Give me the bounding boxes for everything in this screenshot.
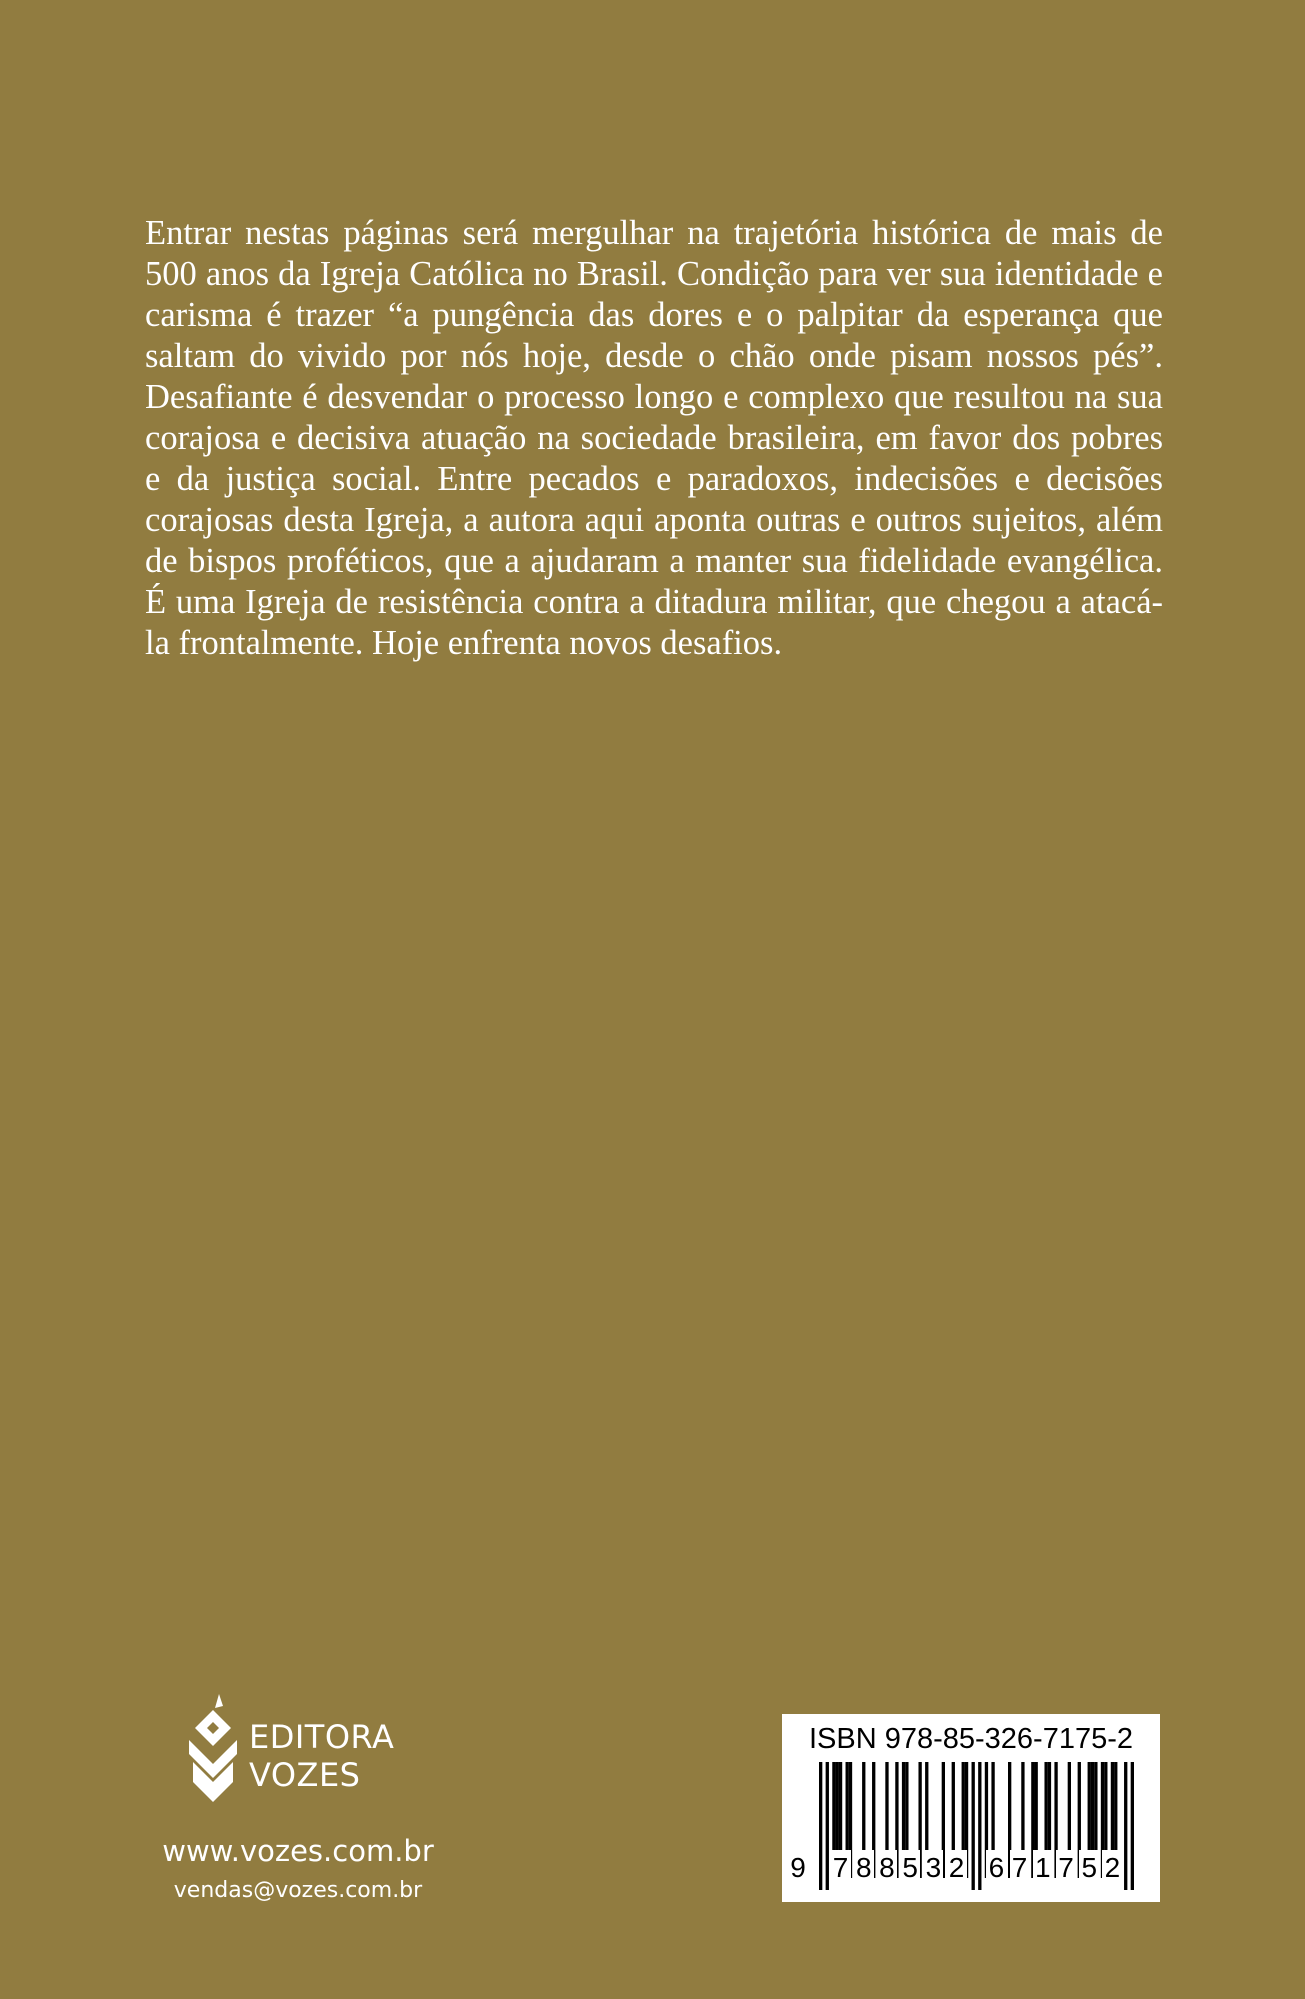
- publisher-logo: [185, 1692, 415, 1807]
- publisher-name-line1: EDITORA: [249, 1718, 395, 1756]
- back-cover-blurb: Entrar nestas páginas será mergulhar na trajetória histórica de mais de 500 anos da Igreja Católica no Brasil. Condição para ver sua identidade e carisma é trazer “a pungência das dores e o palpitar da esperança que saltam do vivido por nós hoje, desde o chão onde pisam nossos pés”. Desafiante é desvendar o processo longo e complexo que resultou na sua corajosa e decisiva atuação na sociedade brasileira, em favor dos pobres e da justiça social. Entre pecados e paradoxos, indecisões e decisões corajosas desta Igreja, a autora aqui aponta outras e outros sujeitos, além de bispos proféticos, que a ajudaram a manter sua fidelidade evangélica. É uma Igreja de resistência contra a ditadura militar, que chegou a atacá-la frontalmente. Hoje enfrenta novos desafios.: [145, 214, 1163, 662]
- vozes-logo-icon: [185, 1692, 241, 1807]
- barcode-digit: 2: [947, 1850, 967, 1886]
- publisher-website: www.vozes.com.br: [162, 1834, 434, 1868]
- barcode-digit: 5: [900, 1850, 920, 1886]
- barcode-digit: 8: [854, 1850, 874, 1886]
- barcode-digit: 1: [1033, 1850, 1053, 1886]
- barcode-digit: 9: [788, 1850, 808, 1886]
- barcode-digit: 2: [1102, 1850, 1122, 1886]
- barcode-digits: [782, 1850, 1160, 1890]
- barcode-digit: 6: [986, 1850, 1006, 1886]
- barcode-digit: 7: [1010, 1850, 1030, 1886]
- publisher-name: [249, 1718, 394, 1794]
- barcode-digit: 8: [877, 1850, 897, 1886]
- isbn-label: ISBN 978-85-326-7175-2: [808, 1723, 1134, 1755]
- isbn-barcode: [782, 1714, 1160, 1902]
- barcode-digit: 3: [923, 1850, 943, 1886]
- publisher-email: vendas@vozes.com.br: [173, 1878, 423, 1903]
- barcode-digit: 7: [831, 1850, 851, 1886]
- barcode-digit: 5: [1079, 1850, 1099, 1886]
- publisher-name-line2: VOZES: [249, 1756, 361, 1794]
- barcode-digit: 7: [1056, 1850, 1076, 1886]
